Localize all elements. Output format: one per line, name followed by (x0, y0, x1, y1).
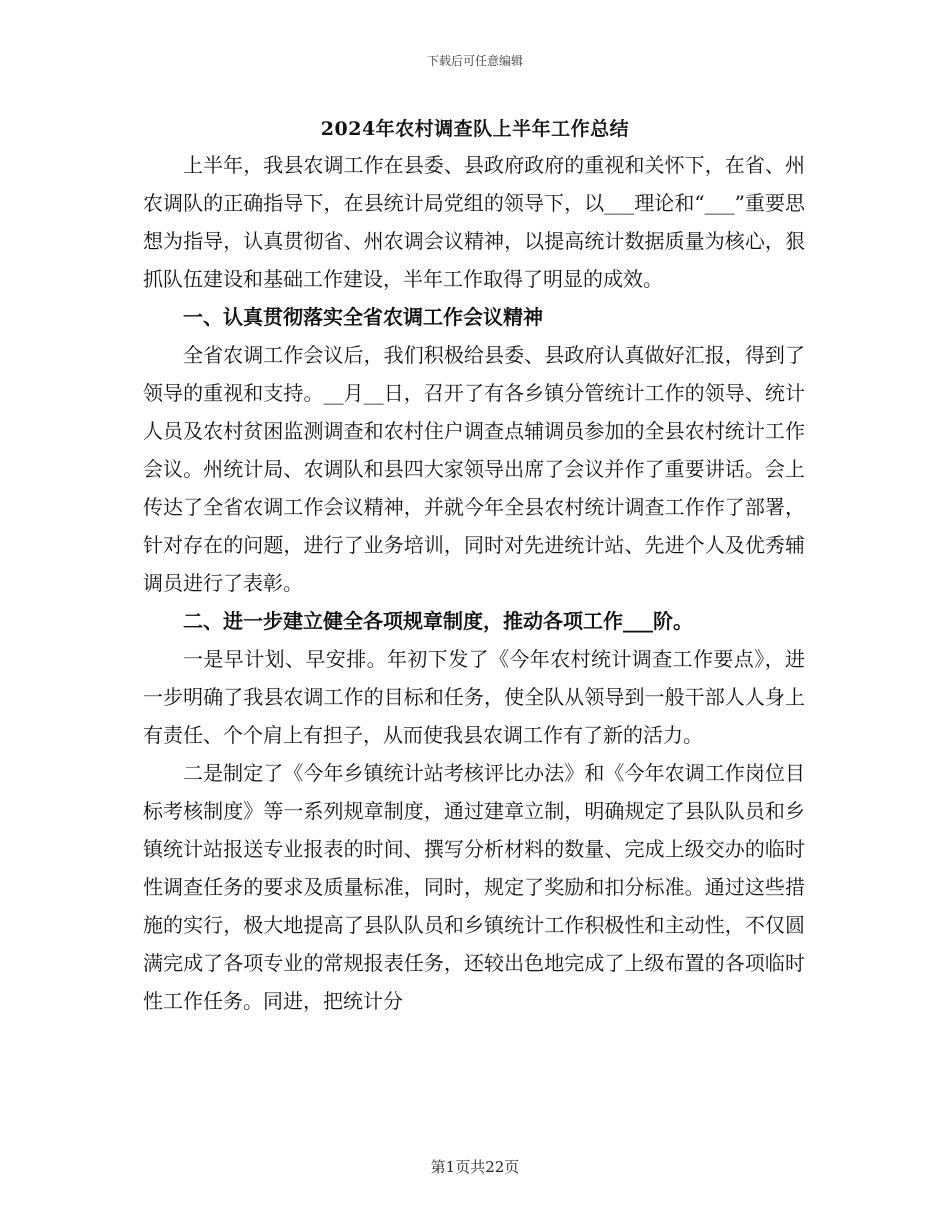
paragraph-section-1: 全省农调工作会议后，我们积极给县委、县政府认真做好汇报，得到了领导的重视和支持。__月__日，召开了有各乡镇分管统计工作的领导、统计人员及农村贫困监测调查和农村住户调查点辅调员参加的全县农村统计工作会议。州统计局、农调队和县四大家领导出席了会议并作了重要讲话。会上传达了全省农调工作会议精神，并就今年全县农村统计调查工作作了部署，针对存在的问题，进行了业务培训，同时对先进统计站、先进个人及优秀辅调员进行了表彰。 (143, 343, 805, 595)
document-body (143, 146, 805, 1020)
paragraph-rules: 二是制定了《今年乡镇统计站考核评比办法》和《今年农调工作岗位目标考核制度》等一系列规章制度，通过建章立制，明确规定了县队队员和乡镇统计站报送专业报表的时间、撰写分析材料的数量、完成上级交办的临时性调查任务的要求及质量标准，同时，规定了奖励和扣分标准。通过这些措施的实行，极大地提高了县队队员和乡镇统计工作积极性和主动性，不仅圆满完成了各项专业的常规报表任务，还较出色地完成了上级布置的各项临时性工作任务。同进，把统计分 (143, 761, 805, 1013)
document-title: 2024年农村调查队上半年工作总结 (320, 118, 630, 140)
page-header: 下载后可任意编辑 (426, 54, 523, 68)
page-footer: 第1页共22页 (430, 1158, 520, 1176)
paragraph-intro: 上半年，我县农调工作在县委、县政府政府的重视和关怀下，在省、州农调队的正确指导下，在县统计局党组的领导下，以___理论和“___”重要思想为指导，认真贯彻省、州农调会议精神，以提高统计数据质量为核心，狠抓队伍建设和基础工作建设，半年工作取得了明显的成效。 (143, 153, 805, 291)
section-heading-1: 一、认真贯彻落实全省农调工作会议精神 (183, 305, 543, 329)
paragraph-plan: 一是早计划、早安排。年初下发了《今年农村统计调查工作要点》，进一步明确了我县农调工作的目标和任务，使全队从领导到一般干部人人身上有责任、个个肩上有担子，从而使我县农调工作有了新的活力。 (143, 647, 805, 747)
section-heading-2: 二、进一步建立健全各项规章制度，推动各项工作___阶。 (183, 609, 693, 633)
